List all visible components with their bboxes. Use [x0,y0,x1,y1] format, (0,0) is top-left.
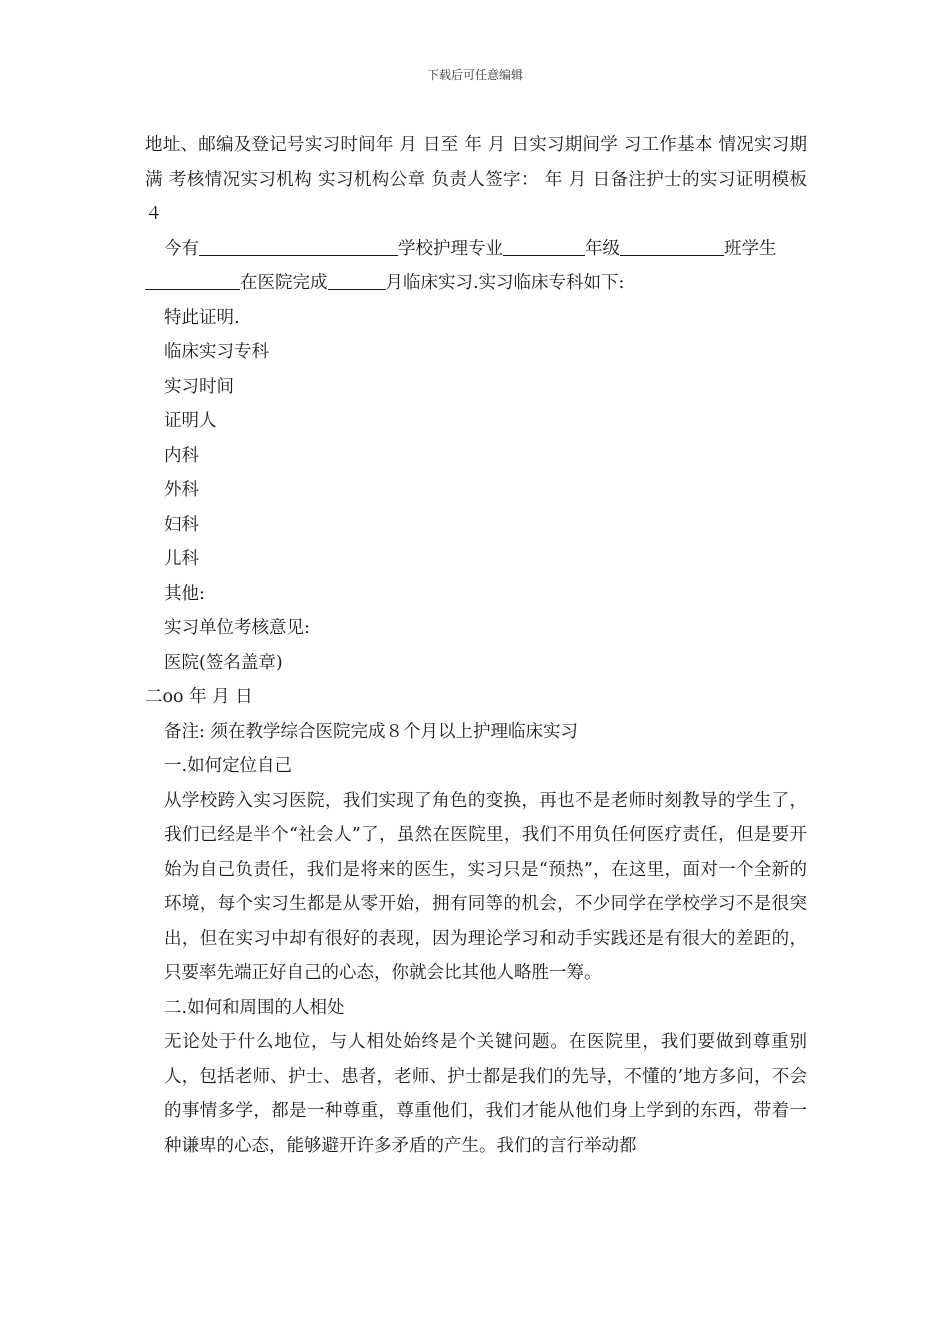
specialty-label: 临床实习专科 [164,342,269,362]
document-body [145,128,807,1163]
section-heading-1: 一.如何定位自己 [164,756,293,776]
cert-text-4: 班学生 [724,238,777,259]
certify-line: 特此证明. [164,307,240,328]
hospital-signature: 医院(签名盖章) [164,652,283,673]
cert-text-6: 月临床实习.实习临床专科如下: [385,273,625,293]
gynecology: 妇科 [164,514,199,535]
body-paragraph-2: 无论处于什么地位，与人相处始终是个关键问题。在医院里，我们要做到尊重别人，包括老师、护士、患者，老师、护士都是我们的先导，不懂的’地方多问，不会的事情多学，都是一种尊重，尊重他们，我们才能从他们身上学到的东西，带着一种谦卑的心态，能够避开许多矛盾的产生。我们的言行举动都 [164,1032,807,1156]
cert-text-2: 学校护理专业 [398,238,503,259]
section-heading-2: 二.如何和周围的人相处 [164,997,345,1018]
surgery: 外科 [164,480,199,500]
time-label: 实习时间 [164,376,234,397]
pediatrics: 儿科 [164,549,199,569]
witness-label: 证明人 [164,411,217,431]
student-name-blank [145,271,240,290]
cert-text-5: 在医院完成 [240,273,328,293]
months-blank [328,271,386,290]
remark-line: 备注: 须在教学综合医院完成８个月以上护理临床实习 [164,721,578,742]
body-paragraph-1: 从学校跨入实习医院，我们实现了角色的变换，再也不是老师时刻教导的学生了，我们已经是半个“社会人”了，虽然在医院里，我们不用负任何医疗责任，但是要开始为自己负责任，我们是将来的医生，实习只是“预热”，在这里，面对一个全新的环境，每个实习生都是从零开始，拥有同等的机会，不少同学在学校学习不是很突出，但在实习中却有很好的表现，因为理论学习和动手实践还是有很大的差距的，只要率先端正好自己的心态，你就会比其他人略胜一筹。 [164,790,807,983]
certificate-paragraph [145,232,807,301]
internal-medicine: 内科 [164,445,199,466]
other-label: 其他: [164,583,205,604]
date-line: 二oo 年 月 日 [145,687,253,707]
cert-text-3: 年级 [585,238,620,259]
assessment-label: 实习单位考核意见: [164,618,310,638]
grade-blank [503,237,585,256]
page-header: 下载后可任意编辑 [426,68,523,82]
cert-text-1: 今有 [164,238,199,259]
class-blank [620,237,724,256]
school-blank [199,237,398,256]
intro-paragraph: 地址、邮编及登记号实习时间年 月 日至 年 月 日实习期间学 习工作基本 情况实习期满 考核情况实习机构 实习机构公章 负责人签字： 年 月 日备注护士的实习证明模板４ [145,135,807,224]
